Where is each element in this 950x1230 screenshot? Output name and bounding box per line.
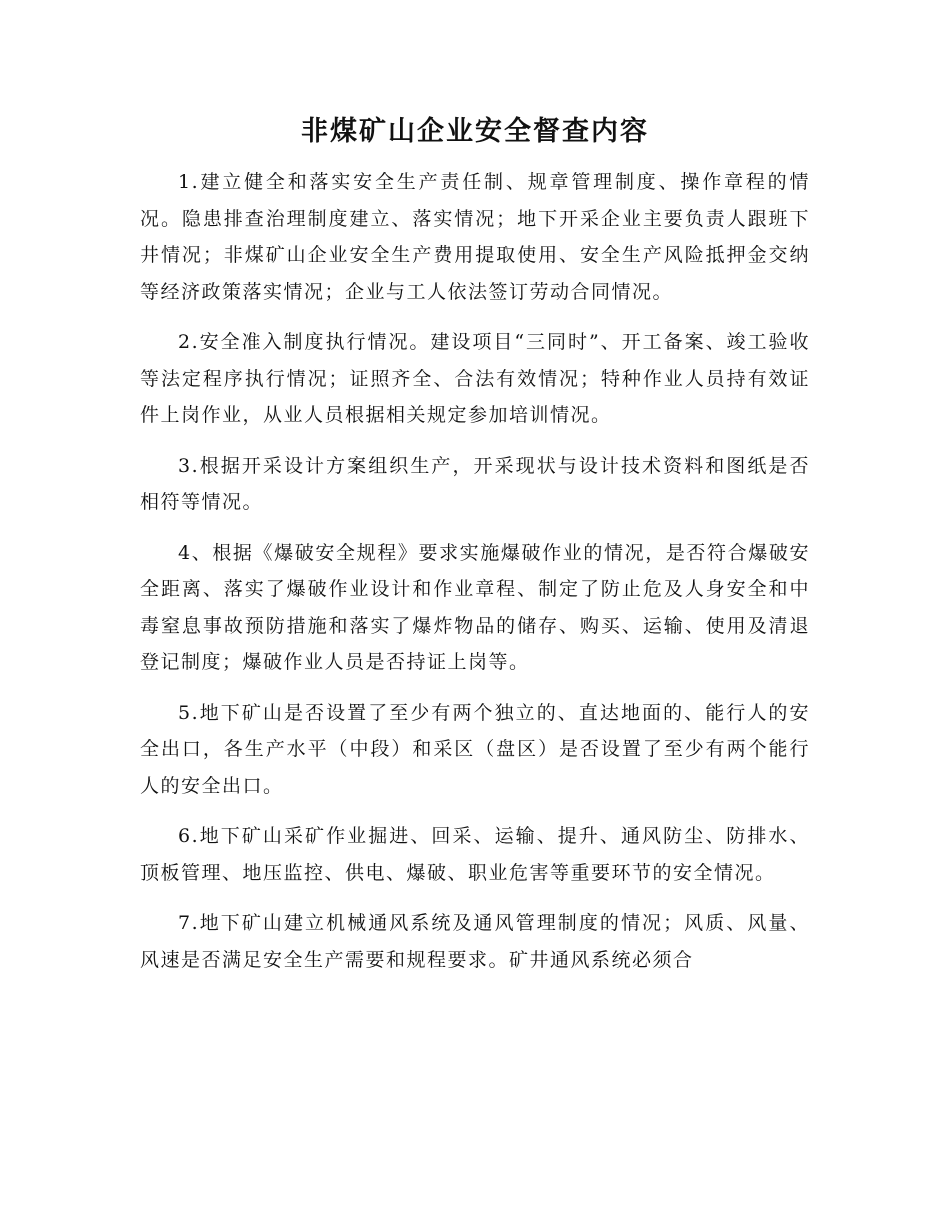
paragraph-4: 4、根据《爆破安全规程》要求实施爆破作业的情况，是否符合爆破安全距离、落实了爆破作业设计和作业章程、制定了防止危及人身安全和中毒窒息事故预防措施和落实了爆炸物品的储存、购买、运输、使用及清退登记制度；爆破作业人员是否持证上岗等。 bbox=[140, 541, 810, 673]
paragraph-6: 6.地下矿山采矿作业掘进、回采、运输、提升、通风防尘、防排水、顶板管理、地压监控、供电、爆破、职业危害等重要环节的安全情况。 bbox=[140, 825, 810, 884]
paragraph-7: 7.地下矿山建立机械通风系统及通风管理制度的情况；风质、风量、风速是否满足安全生产需要和规程要求。矿井通风系统必须合 bbox=[140, 912, 810, 971]
paragraph-1: 1.建立健全和落实安全生产责任制、规章管理制度、操作章程的情况。隐患排查治理制度建立、落实情况；地下开采企业主要负责人跟班下井情况；非煤矿山企业安全生产费用提取使用、安全生产风险抵押金交纳等经济政策落实情况；企业与工人依法签订劳动合同情况。 bbox=[140, 171, 810, 303]
document-title: 非煤矿山企业安全督查内容 bbox=[301, 116, 649, 147]
paragraph-2: 2.安全准入制度执行情况。建设项目“三同时”、开工备案、竣工验收等法定程序执行情况；证照齐全、合法有效情况；特种作业人员持有效证件上岗作业，从业人员根据相关规定参加培训情况。 bbox=[140, 331, 810, 426]
paragraph-5: 5.地下矿山是否设置了至少有两个独立的、直达地面的、能行人的安全出口，各生产水平（中段）和采区（盘区）是否设置了至少有两个能行人的安全出口。 bbox=[140, 701, 810, 797]
paragraph-3: 3.根据开采设计方案组织生产，开采现状与设计技术资料和图纸是否相符等情况。 bbox=[140, 454, 810, 513]
